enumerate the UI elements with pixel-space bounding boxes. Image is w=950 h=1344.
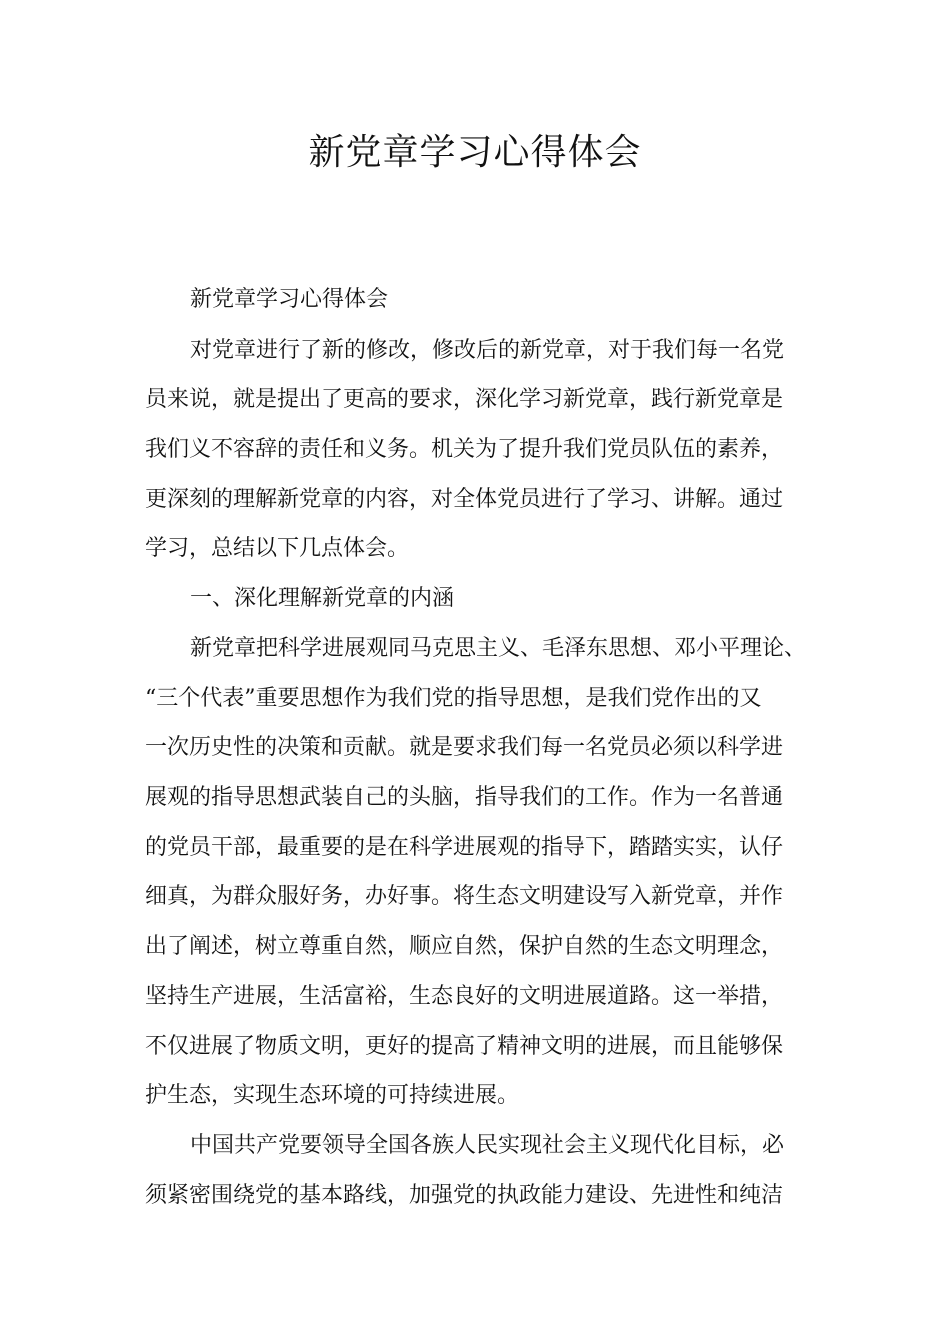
paragraph-line: 员来说，就是提出了更高的要求，深化学习新党章，践行新党章是 <box>145 387 784 412</box>
paragraph-line: 学习，总结以下几点体会。 <box>145 536 410 561</box>
paragraph-line: 的党员干部，最重要的是在科学进展观的指导下，踏踏实实，认仔 <box>145 835 784 860</box>
document-title: 新党章学习心得体会 <box>308 132 642 173</box>
section-heading: 一、深化理解新党章的内涵 <box>190 586 455 611</box>
paragraph-line: 护生态，实现生态环境的可持续进展。 <box>145 1083 520 1108</box>
paragraph-line: 坚持生产进展，生活富裕，生态良好的文明进展道路。这一举措， <box>145 984 784 1009</box>
paragraph-line: 我们义不容辞的责任和义务。机关为了提升我们党员队伍的素养， <box>145 437 784 462</box>
paragraph-line: 新党章把科学进展观同马克思主义、毛泽东思想、邓小平理论、 <box>190 636 807 661</box>
paragraph-line: 一次历史性的决策和贡献。就是要求我们每一名党员必须以科学进 <box>145 735 784 760</box>
paragraph-line: 展观的指导思想武装自己的头脑，指导我们的工作。作为一名普通 <box>145 785 784 810</box>
paragraph-line: 细真，为群众服好务，办好事。将生态文明建设写入新党章，并作 <box>145 884 784 909</box>
paragraph-line: 出了阐述，树立尊重自然，顺应自然，保护自然的生态文明理念， <box>145 934 784 959</box>
paragraph-line: 对党章进行了新的修改，修改后的新党章，对于我们每一名党 <box>190 338 785 363</box>
paragraph-line: 中国共产党要领导全国各族人民实现社会主义现代化目标，必 <box>190 1133 785 1158</box>
paragraph-line: 须紧密围绕党的基本路线，加强党的执政能力建设、先进性和纯洁 <box>145 1183 784 1208</box>
paragraph-line: 更深刻的理解新党章的内容，对全体党员进行了学习、讲解。通过 <box>145 487 784 512</box>
subtitle-line: 新党章学习心得体会 <box>190 287 389 312</box>
paragraph-line: 不仅进展了物质文明，更好的提高了精神文明的进展，而且能够保 <box>145 1034 784 1059</box>
paragraph-line: “三个代表”重要思想作为我们党的指导思想，是我们党作出的又 <box>145 686 762 711</box>
